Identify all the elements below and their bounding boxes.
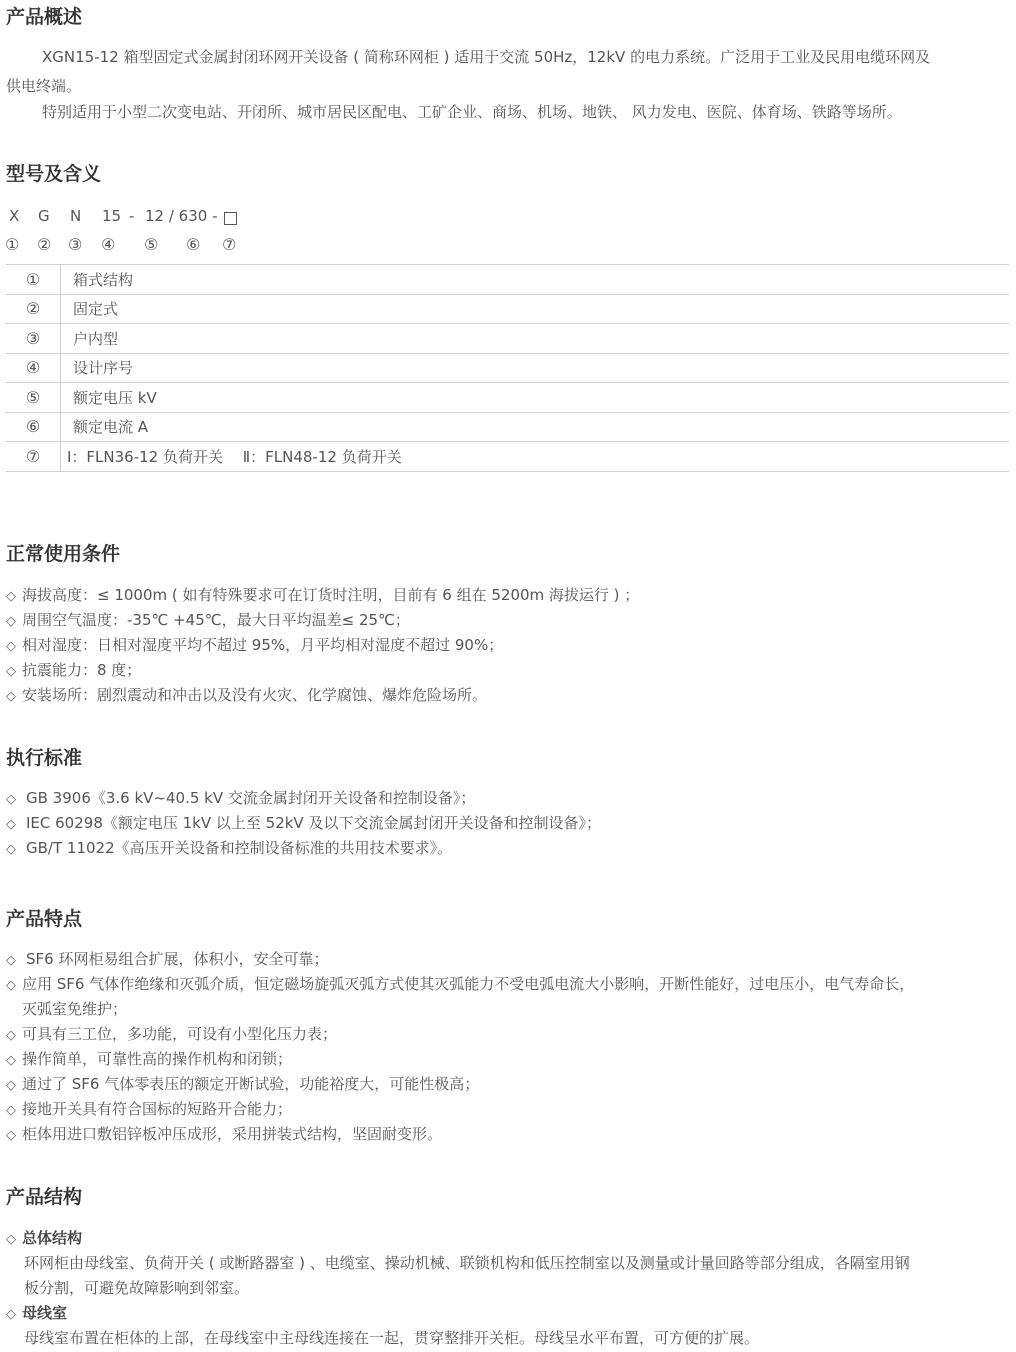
model-code-part: G bbox=[38, 207, 50, 225]
row-number: ④ bbox=[6, 353, 61, 383]
list-item-text: 可具有三工位，多功能，可设有小型化压力表； bbox=[22, 1025, 338, 1043]
table-row bbox=[6, 442, 1009, 472]
diamond-bullet-icon: ◇ bbox=[6, 589, 16, 604]
overview-para1-line1: XGN15-12 箱型固定式金属封闭环网开关设备 ( 简称环网柜 ) 适用于交流 50Hz，12kV 的电力系统。广泛用于工业及民用电缆环网及 bbox=[42, 48, 931, 66]
diamond-bullet-icon: ◇ bbox=[6, 1053, 16, 1068]
table-row bbox=[6, 324, 1009, 354]
list-item bbox=[6, 683, 487, 709]
diamond-bullet-icon: ◇ bbox=[6, 1307, 16, 1322]
model-marker: ④ bbox=[101, 235, 116, 254]
table-row bbox=[6, 294, 1009, 324]
list-item bbox=[6, 658, 141, 684]
row-number: ② bbox=[6, 294, 61, 324]
row-number: ① bbox=[6, 265, 61, 295]
subsection-title: 母线室 bbox=[22, 1304, 68, 1322]
list-item-text: 周围空气温度：-35℃ +45℃，最大日平均温差≤ 25℃； bbox=[22, 611, 410, 629]
list-item bbox=[6, 583, 639, 609]
section-title-standards: 执行标准 bbox=[6, 747, 83, 769]
row-text: 额定电流 A bbox=[61, 412, 1010, 442]
model-code-part: N bbox=[70, 207, 82, 225]
model-code-box bbox=[224, 209, 237, 229]
list-item-text: 接地开关具有符合国标的短路开合能力； bbox=[22, 1100, 293, 1118]
structure-para-line: 板分割，可避免故障影响到邻室。 bbox=[24, 1279, 250, 1297]
list-item bbox=[6, 972, 914, 998]
list-item bbox=[6, 608, 410, 634]
list-item bbox=[6, 633, 503, 659]
section-title-model: 型号及含义 bbox=[6, 163, 102, 185]
table-row bbox=[6, 412, 1009, 442]
list-item-text: 柜体用进口敷铝锌板冲压成形，采用拼装式结构，坚固耐变形。 bbox=[22, 1125, 443, 1143]
structure-para-line: 母线室布置在柜体的上部，在母线室中主母线连接在一起，贯穿整排开关柜。母线呈水平布置，可方便的扩展。 bbox=[24, 1329, 760, 1347]
subsection-heading bbox=[6, 1301, 67, 1327]
list-item-text: 安装场所：剧烈震动和冲击以及没有火灾、化学腐蚀、爆炸危险场所。 bbox=[22, 686, 488, 704]
list-item bbox=[6, 1072, 479, 1098]
table-row bbox=[6, 265, 1009, 295]
diamond-bullet-icon: ◇ bbox=[6, 1232, 16, 1247]
diamond-bullet-icon: ◇ bbox=[6, 614, 16, 629]
model-marker: ③ bbox=[68, 235, 83, 254]
row-text: 设计序号 bbox=[61, 353, 1010, 383]
diamond-bullet-icon: ◇ bbox=[6, 953, 16, 968]
model-marker: ⑥ bbox=[186, 235, 201, 254]
section-title-overview: 产品概述 bbox=[6, 6, 83, 28]
diamond-bullet-icon: ◇ bbox=[6, 1028, 16, 1043]
list-item bbox=[6, 1047, 292, 1073]
model-code-part: - bbox=[129, 207, 135, 225]
diamond-bullet-icon: ◇ bbox=[6, 1128, 16, 1143]
list-item-text: 灭弧室免维护； bbox=[22, 1000, 128, 1018]
model-marker: ⑤ bbox=[144, 235, 159, 254]
list-item-text: IEC 60298《额定电压 1kV 以上至 52kV 及以下交流金属封闭开关设备和控制设备》； bbox=[26, 814, 601, 832]
list-item-text: GB/T 11022《高压开关设备和控制设备标准的共用技术要求》。 bbox=[26, 839, 453, 857]
row-text: 额定电压 kV bbox=[61, 383, 1010, 413]
structure-para-line: 环网柜由母线室、负荷开关 ( 或断路器室 ) 、电缆室、操动机械、联锁机构和低压控制室以及测量或计量回路等部分组成，各隔室用钢 bbox=[24, 1254, 910, 1272]
list-item bbox=[6, 947, 328, 973]
row-text: Ⅰ：FLN36-12 负荷开关 Ⅱ：FLN48-12 负荷开关 bbox=[61, 442, 1010, 472]
subsection-heading bbox=[6, 1226, 82, 1252]
overview-para2: 特别适用于小型二次变电站、开闭所、城市居民区配电、工矿企业、商场、机场、地铁、 风力发电、医院、体育场、铁路等场所。 bbox=[42, 103, 902, 121]
list-item bbox=[6, 1097, 292, 1123]
list-item-text: 操作简单，可靠性高的操作机构和闭锁； bbox=[22, 1050, 293, 1068]
row-number: ⑤ bbox=[6, 383, 61, 413]
table-row bbox=[6, 353, 1009, 383]
diamond-bullet-icon: ◇ bbox=[6, 639, 16, 654]
list-item-text: 通过了 SF6 气体零表压的额定开断试验，功能裕度大，可能性极高； bbox=[22, 1075, 480, 1093]
list-item-text: GB 3906《3.6 kV~40.5 kV 交流金属封闭开关设备和控制设备》； bbox=[26, 789, 476, 807]
list-item bbox=[6, 786, 475, 812]
model-marker: ② bbox=[37, 235, 52, 254]
section-title-features: 产品特点 bbox=[6, 908, 83, 930]
model-code-part: X bbox=[9, 207, 20, 225]
row-text: 箱式结构 bbox=[61, 265, 1010, 295]
diamond-bullet-icon: ◇ bbox=[6, 1078, 16, 1093]
list-item bbox=[6, 811, 601, 837]
overview-para1-line2: 供电终端。 bbox=[6, 77, 82, 95]
diamond-bullet-icon: ◇ bbox=[6, 689, 16, 704]
section-title-structure: 产品结构 bbox=[6, 1186, 83, 1208]
model-code-part: 15 bbox=[102, 207, 122, 225]
section-title-conditions: 正常使用条件 bbox=[6, 543, 121, 565]
row-number: ⑦ bbox=[6, 442, 61, 472]
list-item bbox=[6, 836, 452, 862]
diamond-bullet-icon: ◇ bbox=[6, 664, 16, 679]
row-number: ③ bbox=[6, 324, 61, 354]
list-item-text: 海拔高度：≤ 1000m ( 如有特殊要求可在订货时注明，目前有 6 组在 5200m 海拔运行 ) ； bbox=[22, 586, 640, 604]
model-definition-table bbox=[6, 264, 1009, 472]
list-item-text: 应用 SF6 气体作绝缘和灭弧介质，恒定磁场旋弧灭弧方式使其灭弧能力不受电弧电流大小影响，开断性能好，过电压小，电气寿命长， bbox=[22, 975, 915, 993]
diamond-bullet-icon: ◇ bbox=[6, 842, 16, 857]
list-item bbox=[6, 1022, 337, 1048]
list-item-text: SF6 环网柜易组合扩展，体积小，安全可靠； bbox=[26, 950, 329, 968]
row-number: ⑥ bbox=[6, 412, 61, 442]
list-item-text: 相对湿度：日相对湿度平均不超过 95%，月平均相对湿度不超过 90%； bbox=[22, 636, 504, 654]
list-item bbox=[6, 1122, 442, 1148]
row-text: 户内型 bbox=[61, 324, 1010, 354]
subsection-title: 总体结构 bbox=[22, 1229, 83, 1247]
diamond-bullet-icon: ◇ bbox=[6, 978, 16, 993]
row-text: 固定式 bbox=[61, 294, 1010, 324]
model-marker: ⑦ bbox=[222, 235, 237, 254]
model-marker: ① bbox=[5, 235, 20, 254]
diamond-bullet-icon: ◇ bbox=[6, 1103, 16, 1118]
table-row bbox=[6, 383, 1009, 413]
diamond-bullet-icon: ◇ bbox=[6, 817, 16, 832]
list-item-continuation bbox=[22, 997, 127, 1022]
model-code-part: 12 / 630 - bbox=[145, 207, 218, 225]
diamond-bullet-icon: ◇ bbox=[6, 792, 16, 807]
list-item-text: 抗震能力：8 度； bbox=[22, 661, 142, 679]
